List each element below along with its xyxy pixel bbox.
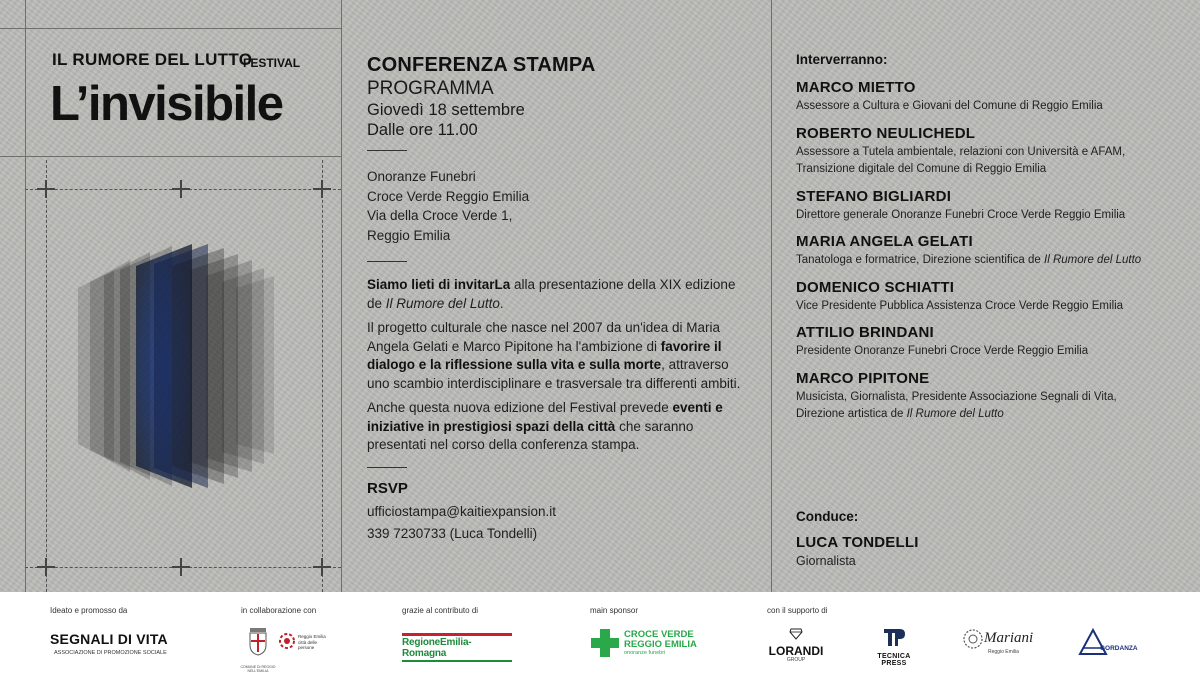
croce-verde-logo — [590, 628, 697, 663]
crosshair-mark — [313, 180, 331, 198]
footer-category: Ideato e promosso da — [50, 606, 128, 615]
speaker-role-italic: Il Rumore del Lutto — [906, 408, 1004, 420]
speaker-role-text: Vice Presidente Pubblica Assistenza Croce Verde Reggio Emilia — [796, 299, 1124, 312]
speaker-entry — [796, 279, 1156, 316]
intro-bold: Siamo lieti di invitarLa — [367, 277, 511, 292]
layered-panels-artwork — [78, 240, 278, 490]
festival-name-italic: Il Rumore del Lutto — [385, 295, 500, 311]
segnali-sub: ASSOCIAZIONE DI PROMOZIONE SOCIALE — [54, 650, 167, 656]
crosshair-mark — [37, 558, 55, 576]
segnali-di-vita-logo — [50, 631, 168, 656]
speaker-entry — [796, 79, 1156, 116]
lorandi-sub: GROUP — [786, 657, 806, 663]
lorandi-name: LORANDI — [768, 644, 824, 658]
comune-reggio-logo — [240, 626, 276, 673]
croce-line: REGGIO EMILIA — [624, 639, 697, 650]
speaker-name: ROBERTO NEULICHEDL — [796, 124, 976, 142]
project-paragraph — [367, 319, 747, 393]
comune-name: COMUNE DI REGGIO NELL'EMILIA — [240, 665, 276, 673]
speaker-name: ATTILIO BRINDANI — [796, 324, 934, 341]
project-text: Il progetto culturale che nasce nel 2007 da un'idea di Maria Angela Gelati e Marco Pipitone ha l'ambizione di — [367, 320, 721, 354]
footer-category: grazie al contributo di — [402, 606, 479, 615]
speakers-heading: Interverranno: — [796, 52, 888, 67]
address-line: Reggio Emilia — [367, 227, 451, 243]
speaker-role-text: Musicista, Giornalista, Presidente Associazione Segnali di Vita, Direzione artistica de — [796, 390, 1117, 420]
speaker-role-text: Tanatologa e formatrice, Direzione scientifica de — [796, 254, 1045, 266]
intro-text: . — [499, 295, 504, 311]
project-text: , attraverso uno scambio interdisciplinare e trasversale tra differenti ambiti. — [367, 357, 741, 391]
speaker-entry — [796, 324, 1156, 361]
crosshair-mark — [313, 558, 331, 576]
speaker-role — [796, 343, 1156, 361]
panel-stack — [78, 244, 274, 488]
guide-line — [46, 160, 47, 592]
speaker-role-italic: Il Rumore del Lutto — [1044, 254, 1142, 266]
tp-monogram-icon — [881, 626, 907, 648]
conference-heading: CONFERENZA STAMPA — [367, 54, 596, 76]
regione-stripe — [402, 660, 512, 662]
speaker-name: STEFANO BIGLIARDI — [796, 187, 952, 205]
edition-bold: eventi e iniziative in prestigiosi spazi della città — [367, 400, 723, 434]
divider — [367, 261, 407, 262]
rsvp-phone[interactable]: 339 7230733 (Luca Tondelli) — [367, 525, 538, 541]
festival-title: IL RUMORE DEL LUTTO — [52, 50, 253, 69]
speaker-entry — [796, 233, 1156, 270]
grid-line — [771, 0, 772, 592]
address-line: Onoranze Funebri — [367, 169, 476, 184]
speaker-role-text: Assessore a Cultura e Giovani del Comune di Reggio Emilia — [796, 100, 1103, 112]
project-bold: favorire il dialogo e la riflessione sulla vita e sulla morte — [367, 338, 722, 372]
rsvp-email-link[interactable]: ufficiostampa@kaitiexpansion.it — [367, 503, 557, 519]
footer-category: main sponsor — [590, 606, 639, 615]
rsvp-heading: RSVP — [367, 479, 408, 497]
lorandi-logo — [766, 627, 826, 663]
footer-category: con il supporto di — [767, 606, 828, 615]
divider — [367, 150, 407, 151]
crosshair-mark — [172, 180, 190, 198]
speaker-name: DOMENICO SCHIATTI — [796, 278, 955, 296]
regione-logo — [402, 633, 512, 662]
tecnica-press-logo — [864, 626, 924, 667]
reggio-citta-logo — [278, 632, 326, 655]
gordanza-logo — [1078, 628, 1138, 661]
program-heading: PROGRAMMA — [367, 78, 494, 99]
event-date: Giovedì 18 settembre — [367, 101, 525, 119]
speaker-role — [796, 207, 1156, 225]
speaker-name: MARCO MIETTO — [796, 79, 916, 96]
mariani-logo — [962, 628, 1034, 655]
tecnica-name: TECNICA PRESS — [877, 653, 911, 667]
croce-line: CROCE VERDE — [624, 629, 694, 640]
green-cross-icon — [590, 628, 620, 658]
grid-line — [0, 156, 341, 157]
grid-line — [341, 0, 342, 592]
speaker-role-text: Presidente Onoranze Funebri Croce Verde Reggio Emilia — [796, 345, 1089, 357]
speaker-entry — [796, 370, 1156, 424]
program-column — [367, 54, 747, 545]
mariani-name: Mariani — [984, 630, 1034, 646]
speaker-role — [796, 252, 1156, 270]
reggio-city-text: Reggio Emilia città delle persone — [298, 634, 326, 650]
venue-address — [367, 167, 747, 245]
edition-title: L’invisibile — [50, 77, 283, 131]
mariani-sub: Reggio Emilia — [988, 649, 1019, 655]
crosshair-mark — [37, 180, 55, 198]
gordanza-name: GORDANZA — [1100, 645, 1138, 652]
address-line: Via della Croce Verde 1, — [367, 208, 513, 223]
mariani-emblem-icon — [962, 628, 984, 650]
edition-text: che saranno presentati nel corso della conferenza stampa. — [367, 418, 694, 452]
intro-text: alla presentazione della XIX edizione de — [367, 277, 736, 311]
croce-verde-text — [624, 630, 697, 656]
speaker-entry — [796, 188, 1156, 225]
address-line: Croce Verde Reggio Emilia — [367, 188, 530, 204]
host-role: Giornalista — [796, 554, 856, 568]
speaker-name: MARCO PIPITONE — [796, 369, 930, 387]
edition-text: Anche questa nuova edizione del Festival prevede — [367, 400, 673, 415]
speakers-column — [796, 52, 1156, 424]
diamond-icon — [789, 628, 803, 640]
croce-line: onoranze funebri — [624, 650, 666, 656]
intro-paragraph — [367, 276, 747, 313]
grid-line — [0, 28, 341, 29]
crosshair-mark — [172, 558, 190, 576]
footer-category: in collaborazione con — [241, 606, 317, 615]
regione-stripe — [402, 633, 512, 636]
coat-of-arms-icon — [240, 626, 276, 660]
edition-paragraph — [367, 399, 747, 455]
speaker-name: MARIA ANGELA GELATI — [796, 233, 973, 250]
speaker-role — [796, 144, 1156, 179]
speaker-role-text: Assessore a Tutela ambientale, relazioni con Università e AFAM, Transizione digitale del Comune di Reggio Emilia — [796, 145, 1126, 175]
event-time: Dalle ore 11.00 — [367, 121, 478, 139]
speaker-role — [796, 98, 1156, 116]
grid-line — [25, 0, 26, 592]
speaker-role-text: Direttore generale Onoranze Funebri Croce Verde Reggio Emilia — [796, 208, 1126, 221]
host-heading: Conduce: — [796, 509, 859, 524]
speaker-role — [796, 298, 1156, 316]
segnali-name: SEGNALI DI VITA — [50, 631, 168, 647]
divider — [367, 467, 407, 468]
speaker-role — [796, 389, 1156, 424]
speaker-entry — [796, 125, 1156, 179]
festival-tag: FESTIVAL — [243, 56, 301, 70]
host-section — [796, 509, 1156, 571]
host-name: LUCA TONDELLI — [796, 534, 919, 551]
guide-line — [322, 160, 323, 592]
regione-name: RegioneEmilia-Romagna — [402, 637, 472, 659]
city-badge-icon — [278, 632, 296, 650]
